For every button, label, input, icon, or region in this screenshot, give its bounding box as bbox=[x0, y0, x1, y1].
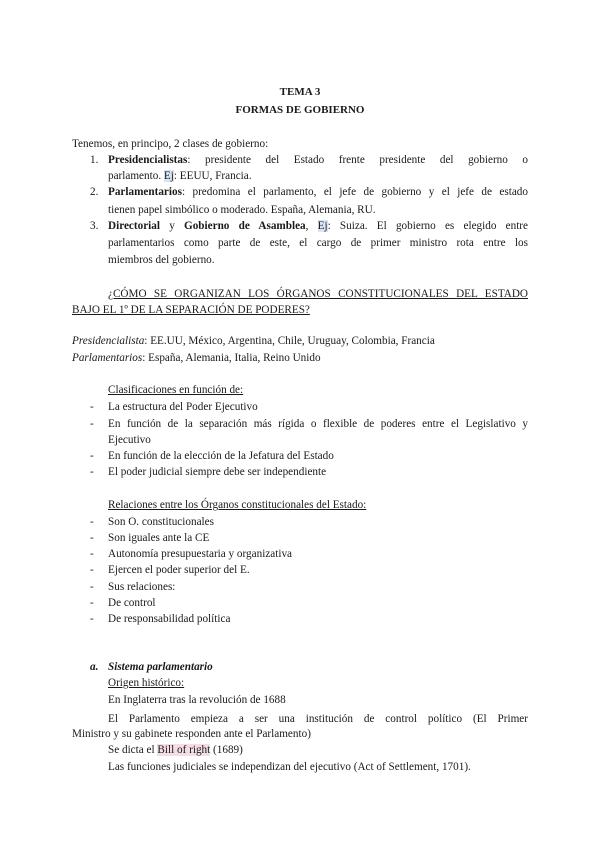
section-subheading: Origen histórico: bbox=[108, 677, 185, 689]
page-title: FORMAS DE GOBIERNO bbox=[235, 104, 365, 116]
type-desc: : presidente del Estado frente presidente del gobierno o bbox=[187, 154, 528, 166]
clasificacion-item-cont: Ejecutivo bbox=[108, 434, 151, 446]
highlight-ej: Ej bbox=[317, 220, 328, 232]
clasificacion-item: La estructura del Poder Ejecutivo bbox=[108, 401, 258, 413]
bullet-dash: - bbox=[90, 466, 94, 478]
relacion-item: Ejercen el poder superior del E. bbox=[108, 564, 250, 576]
clasificacion-item: El poder judicial siempre debe ser independiente bbox=[108, 466, 327, 478]
type-directorial-line1 bbox=[108, 219, 528, 233]
example-text: : EE.UU, México, Argentina, Chile, Uruguay, Colombia, Francia bbox=[144, 335, 435, 347]
paragraph-line: Las funciones judiciales se independizan del ejecutivo (Act of Settlement, 1701). bbox=[108, 761, 471, 773]
type-name: Gobierno de Asamblea bbox=[184, 220, 306, 232]
clasificacion-item: En función de la separación más rígida o flexible de poderes entre el Legislativo y bbox=[108, 418, 528, 430]
type-desc: : predomina el parlamento, el jefe de gobierno y el jefe de estado bbox=[181, 186, 528, 198]
intro-text: Tenemos, en principo, 2 clases de gobierno: bbox=[72, 138, 269, 150]
type-desc: : Suiza. El gobierno es elegido entre bbox=[327, 220, 528, 232]
bullet-dash: - bbox=[90, 532, 94, 544]
paragraph-line bbox=[108, 743, 243, 757]
bullet-dash: - bbox=[90, 613, 94, 625]
type-presidencialistas-line2 bbox=[108, 169, 252, 183]
example-label: Presidencialista bbox=[72, 335, 145, 347]
example-text: : España, Alemania, Italia, Reino Unido bbox=[142, 352, 321, 364]
paragraph-line: El Parlamento empieza a ser una institución de control político (El Primer bbox=[108, 713, 528, 725]
highlight-bill-of-right: Bill of right bbox=[157, 744, 211, 756]
example-parlamentarios bbox=[72, 351, 321, 365]
paragraph-line: Ministro y su gabinete responden ante el Parlamento) bbox=[72, 728, 311, 740]
question-heading-line2: BAJO EL 1º DE LA SEPARACIÓN DE PODERES? bbox=[72, 304, 310, 316]
type-desc: parlamento. bbox=[108, 170, 164, 182]
type-name: Parlamentarios bbox=[108, 186, 182, 198]
question-heading-line1: ¿CÓMO SE ORGANIZAN LOS ÓRGANOS CONSTITUCIONALES DEL ESTADO bbox=[108, 288, 528, 300]
relacion-item: Son O. constitucionales bbox=[108, 516, 214, 528]
section-title: Sistema parlamentario bbox=[108, 661, 213, 673]
paragraph-text: Se dicta el bbox=[108, 744, 158, 756]
list-number: 1. bbox=[90, 154, 99, 166]
type-desc: , bbox=[305, 220, 318, 232]
type-presidencialistas-line1 bbox=[108, 153, 528, 167]
list-number: 3. bbox=[90, 220, 99, 232]
clasificaciones-heading: Clasificaciones en función de: bbox=[108, 384, 244, 396]
type-name: Directorial bbox=[108, 220, 160, 232]
highlight-ej: Ej bbox=[163, 170, 174, 182]
type-desc: : EEUU, Francia. bbox=[173, 170, 252, 182]
paragraph-line: En Inglaterra tras la revolución de 1688 bbox=[108, 694, 286, 706]
clasificacion-item: En función de la elección de la Jefatura del Estado bbox=[108, 450, 334, 462]
bullet-dash: - bbox=[90, 548, 94, 560]
topic-number: TEMA 3 bbox=[279, 86, 321, 98]
bullet-dash: - bbox=[90, 597, 94, 609]
paragraph-text: (1689) bbox=[210, 744, 243, 756]
section-letter: a. bbox=[90, 661, 99, 673]
relacion-item: Autonomía presupuestaria y organizativa bbox=[108, 548, 293, 560]
example-presidencialista bbox=[72, 334, 435, 348]
type-parlamentarios-line1 bbox=[108, 185, 528, 199]
bullet-dash: - bbox=[90, 450, 94, 462]
relaciones-heading: Relaciones entre los Órganos constitucionales del Estado: bbox=[108, 499, 367, 511]
type-parlamentarios-line2: tienen papel simbólico o moderado. España, Alemania, RU. bbox=[108, 204, 376, 216]
type-directorial-line2: parlamentarios como parte de este, el cargo de primer ministro rota entre los bbox=[108, 237, 528, 249]
type-desc: y bbox=[159, 220, 185, 232]
relacion-item: De responsabilidad política bbox=[108, 613, 231, 625]
list-number: 2. bbox=[90, 186, 99, 198]
relacion-item: Sus relaciones: bbox=[108, 581, 176, 593]
type-directorial-line3: miembros del gobierno. bbox=[108, 254, 215, 266]
bullet-dash: - bbox=[90, 581, 94, 593]
example-label: Parlamentarios bbox=[72, 352, 143, 364]
relacion-item: Son iguales ante la CE bbox=[108, 532, 210, 544]
bullet-dash: - bbox=[90, 418, 94, 430]
type-name: Presidencialistas bbox=[108, 154, 188, 166]
bullet-dash: - bbox=[90, 516, 94, 528]
bullet-dash: - bbox=[90, 564, 94, 576]
bullet-dash: - bbox=[90, 401, 94, 413]
relacion-item: De control bbox=[108, 597, 156, 609]
